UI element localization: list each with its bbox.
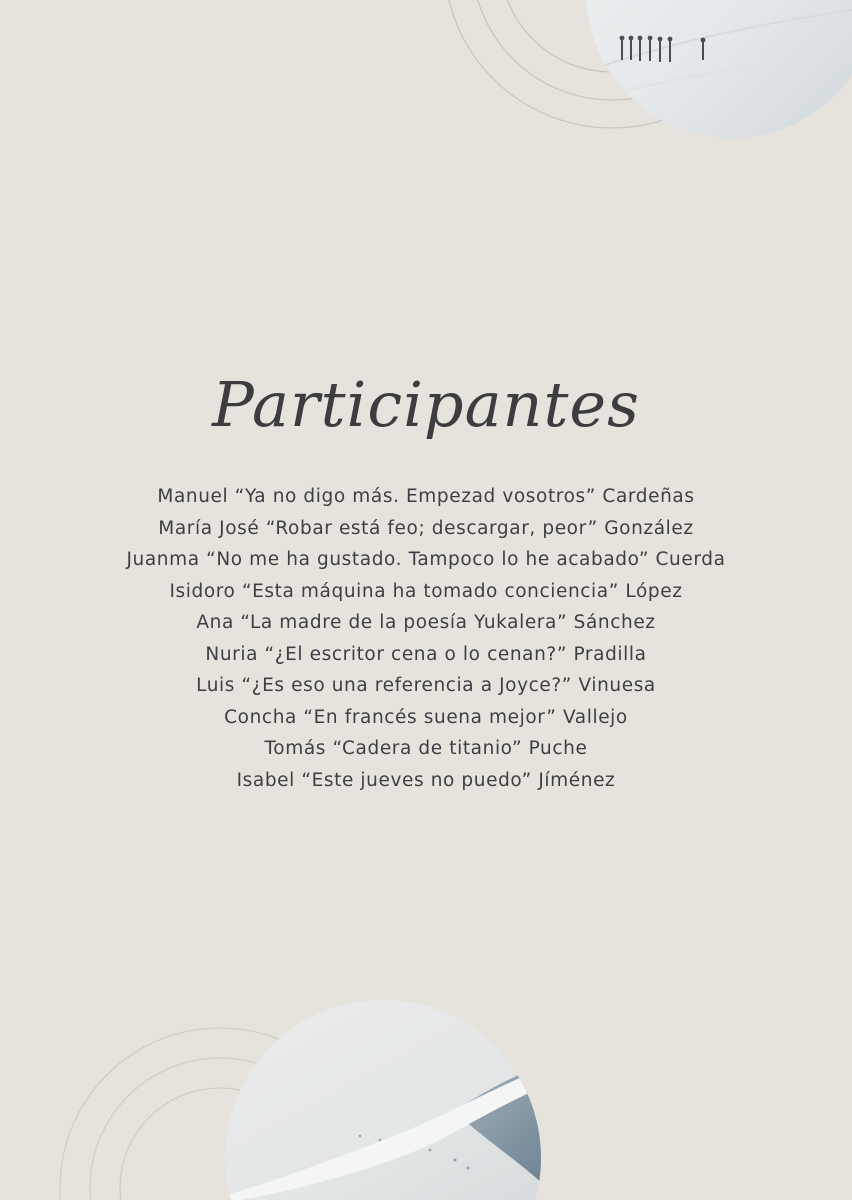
participant-item: Tomás “Cadera de titanio” Puche (264, 738, 588, 759)
bottom-rings (60, 1028, 380, 1200)
participant-item: Concha “En francés suena mejor” Vallejo (224, 706, 628, 728)
participant-item: Luis “¿Es eso una referencia a Joyce?” Vinuesa (196, 675, 656, 696)
participant-item: Juanma “No me ha gustado. Tampoco lo he acabado” Cuerda (126, 549, 726, 570)
participant-item: Isidoro “Esta máquina ha tomado conciencia” López (169, 580, 683, 602)
participant-item: Isabel “Este jueves no puedo” Jíménez (236, 769, 616, 791)
participant-item: Manuel “Ya no digo más. Empezad vosotros” Cardeñas (157, 486, 695, 507)
participant-item: Ana “La madre de la poesía Yukalera” Sánchez (196, 612, 656, 633)
participant-item: María José “Robar está feo; descargar, peor” González (158, 517, 694, 539)
top-snow-photo (560, 0, 852, 160)
participants-list (0, 481, 852, 796)
bottom-snow-photo (200, 990, 600, 1200)
top-decoration (0, 0, 852, 200)
page-title: Participantes (212, 368, 640, 441)
participant-item: Nuria “¿El escritor cena o lo cenan?” Pradilla (205, 643, 647, 665)
